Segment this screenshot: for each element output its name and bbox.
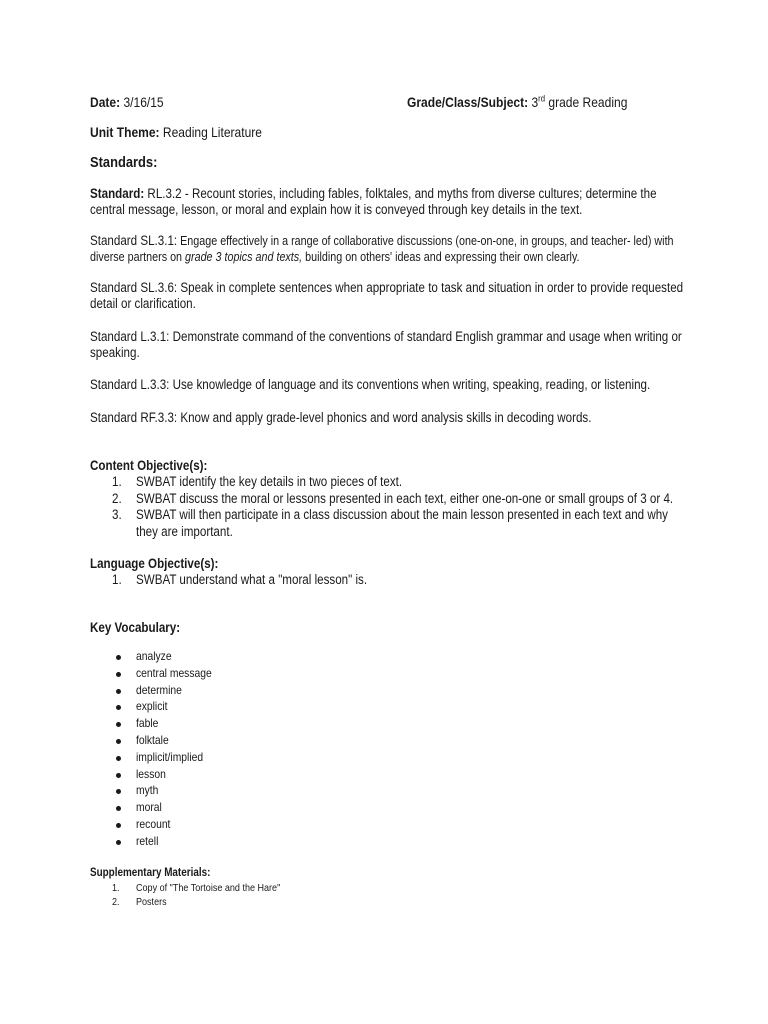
grade-line [407, 94, 663, 111]
unit-theme-line [90, 124, 290, 141]
bullet-icon [116, 773, 121, 778]
date-label: Date: [90, 94, 121, 110]
grade-label: Grade/Class/Subject: [407, 94, 529, 110]
lesson-plan-page: Date: 3/16/15 Grade/Class/Subject: 3rd grade Reading Unit Theme: Reading Literature Standards: Standard: RL.3.2 - Recount stories, including fables, folktales, and myths from diverse cultures; determine the central message, lesson, or moral and explain how it is conveyed through key details in the text. Standard SL.3.1: Engage effectively in a range of collaborative discussions (one-on-one, in groups, and teacher- led) with diverse partners on grade 3 topics and texts, building on others' ideas and expressing their own clearly. Standard SL.3.6: Speak in complete sentences when appropriate to task and situation in order to provide requested detail or clarification. Standard L.3.1: Demonstrate command of the conventions of standard English grammar and usage when writing or speaking. Standard L.3.3: Use knowledge of language and its conventions when writing, speaking, reading, or listening. Standard RF.3.3: Know and apply grade-level phonics and word analysis skills in decoding words. Content Objective(s): 1. SWBAT identify the key details in two pieces of text. 2. SWBAT discuss the moral or lessons presented in each text, either one-on-one or small groups of 3 or 4. 3. SWBAT will then participate in a class discussion about the main lesson presented in each text and why they are important. Language Objective(s): 1. SWBAT understand what a "moral lesson" is. Key Vocabulary: analyze central message determine explicit fable folktale implicit/implied lesson myth moral recount retell Supplementary Materials: 1. Copy of "The Tortoise and the Hare" 2. Posters [0, 0, 768, 1024]
standard-label: Standard: [90, 186, 145, 201]
supplementary-materials-heading: Supplementary Materials: [90, 867, 211, 879]
standard-l-3-1 [90, 329, 760, 361]
standard-text-line-2-emphasis: grade 3 topics and texts, [185, 250, 303, 264]
bullet-icon [116, 672, 121, 677]
date-value: 3/16/15 [123, 94, 164, 110]
standard-text-line-2b: building on others' ideas and expressing their own clearly. [305, 250, 580, 264]
standard-text-line-1: Standard SL.3.6: Speak in complete sentences when appropriate to task and situation in order to provide requested [90, 280, 684, 295]
standard-rf-3-3 [90, 410, 760, 426]
bullet-icon [116, 739, 121, 744]
standard-text-line-1: Standard RF.3.3: Know and apply grade-level phonics and word analysis skills in decoding words. [90, 410, 592, 425]
unit-theme-value: Reading Literature [162, 124, 262, 140]
standards-heading: Standards: [90, 154, 158, 171]
standard-l-3-3 [90, 377, 760, 393]
language-objectives-heading: Language Objective(s): [90, 556, 219, 571]
content-objectives-heading: Content Objective(s): [90, 458, 208, 473]
grade-value: grade Reading [548, 94, 628, 110]
standard-text-line-1: Standard L.3.3: Use knowledge of language and its conventions when writing, speaking, reading, or listening. [90, 377, 651, 392]
grade-ordinal: rd [538, 93, 546, 104]
standard-text-line-1: Standard L.3.1: Demonstrate command of the conventions of standard English grammar and usage when writing or [90, 329, 682, 344]
unit-theme-label: Unit Theme: [90, 124, 160, 140]
bullet-icon [116, 840, 121, 845]
bullet-icon [116, 756, 121, 761]
standard-text-line-1: RL.3.2 - Recount stories, including fables, folktales, and myths from diverse cultures; determine the [147, 186, 657, 201]
key-vocabulary-heading: Key Vocabulary: [90, 620, 181, 635]
standard-text-line-2: central message, lesson, or moral and explain how it is conveyed through key details in the text. [90, 202, 583, 217]
bullet-icon [116, 806, 121, 811]
date-line [90, 94, 176, 111]
standard-text-line-2: detail or clarification. [90, 296, 196, 311]
bullet-icon [116, 823, 121, 828]
bullet-icon [116, 789, 121, 794]
bullet-icon [116, 722, 121, 727]
standard-text-line-1: Engage effectively in a range of collaborative discussions (one-on-one, in groups, and teacher- led) with [180, 234, 674, 248]
standard-sl-3-1 [90, 233, 760, 265]
standard-rl-3-2 [90, 186, 760, 218]
bullet-icon [116, 705, 121, 710]
standard-text-line-2: speaking. [90, 345, 140, 360]
bullet-icon [116, 689, 121, 694]
grade-number: 3 [531, 94, 539, 110]
bullet-icon [116, 655, 121, 660]
standard-prefix: Standard SL.3.1: [90, 233, 178, 248]
standard-text-line-2a: diverse partners on [90, 250, 183, 264]
standard-sl-3-6 [90, 280, 760, 312]
